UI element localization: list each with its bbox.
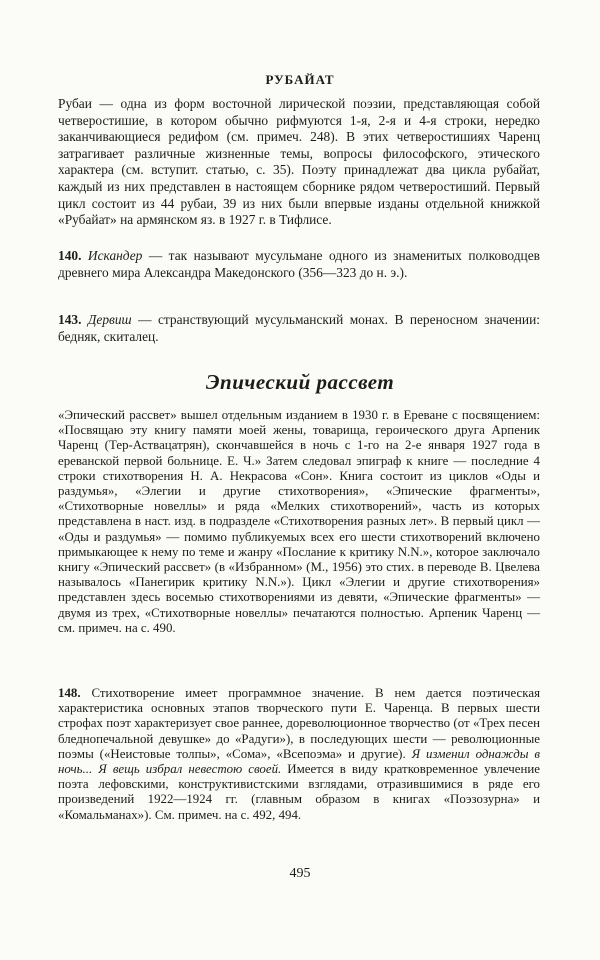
note-text: — странствующий мусульманский монах. В переносном значении: бедняк, скиталец. (58, 312, 540, 344)
section-title-epic-dawn: Эпический рассвет (205, 370, 395, 394)
rubai-paragraph: Рубаи — одна из форм восточной лирической поэзии, представляющая собой четверостишие, в котором обычно рифмуются 1-я, 2-я и 4-я строки, нередко заканчивающиеся редифом (см. примеч. 248). В этих четверостишиях Чаренц затрагивает различные жизненные темы, вопросы философского, этического характера (см. вступит. статью, с. 35). Поэту принадлежат два цикла рубайат, каждый из них представлен в настоящем сборнике рядом четверостиший. Первый цикл состоит из 44 рубаи, 39 из них были впервые изданы отдельной книжкой «Рубайат» на армянском яз. в 1927 г. в Тифлисе. (58, 96, 540, 228)
note-text: — так называют мусульмане одного из знаменитых полководцев древнего мира Александра Македонского (356—323 до н. э.). (58, 248, 540, 280)
note-term: Дервиш (87, 312, 132, 327)
note-text: Стихотворение имеет программное значение. В нем дается поэтическая характеристика основных этапов творческого пути Е. Чаренца. В первых шести строфах поэт характеризует свое раннее, дореволюционное творчество (от «Трех песен бледнопечальной девушке» до «Радуги»), в последующих шести — революционные поэмы («Неистовые толпы», «Сома», «Всепоэма» и другие). (58, 686, 540, 761)
page-number: 495 (289, 866, 311, 881)
note-143 (58, 312, 540, 345)
note-number: 140. (58, 248, 82, 263)
note-148 (58, 686, 540, 823)
epic-dawn-paragraph: «Эпический рассвет» вышел отдельным изданием в 1930 г. в Ереване с посвящением: «Посвящаю эту книгу памяти моей жены, товарища, героического друга Арпеник Чаренц (Тер-Аствацатрян), скончавшейся в ночь с 1-го на 2-е января 1927 года в ереванской первой больнице. Е. Ч.» Затем следовал эпиграф к книге — последние 4 строки стихотворения Н. А. Некрасова «Сон». Книга состоит из циклов «Оды и раздумья», «Элегии и другие стихотворения», «Эпические фрагменты», «Стихотворные новеллы» и ряда «Мелких стихотворений», часть из которых представлена в наст. изд. в подразделе «Стихотворения разных лет». В первый цикл — «Оды и раздумья» — помимо публикуемых всех его шести стихотворений включено примыкающее к нему по теме и жанру «Послание к критику N.N.», которое заключало книгу «Эпический рассвет» (в «Избранном» (М., 1956) это стих. в переводе В. Цвелева называлось «Панегирик критику N.N.»). Цикл «Элегии и другие стихотворения» представлен здесь восемью стихотворениями из девяти, «Эпические фрагменты» — двумя из трех, «Стихотворные новеллы» печатаются полностью. Арпеник Чаренц — см. примеч. на с. 490. (58, 408, 540, 635)
section-heading-rubaiyat: РУБАЙАТ (265, 72, 335, 87)
note-140 (58, 248, 540, 281)
note-term: Искандер (87, 248, 143, 263)
note-text: Имеется в виду кратковременное увлечение поэта лефовскими, конструктивистскими взглядами, отразившимися в ряде его произведений 1922—1924 гг. (главным образом в книгах «Поэзозурна» и «Комальманах»). См. примеч. на с. 492, 494. (58, 762, 540, 822)
note-number: 148. (58, 686, 81, 700)
note-quote: Я изменил однажды в ночь... Я вещь избрал невестою своей. (58, 746, 540, 777)
note-number: 143. (58, 312, 82, 327)
